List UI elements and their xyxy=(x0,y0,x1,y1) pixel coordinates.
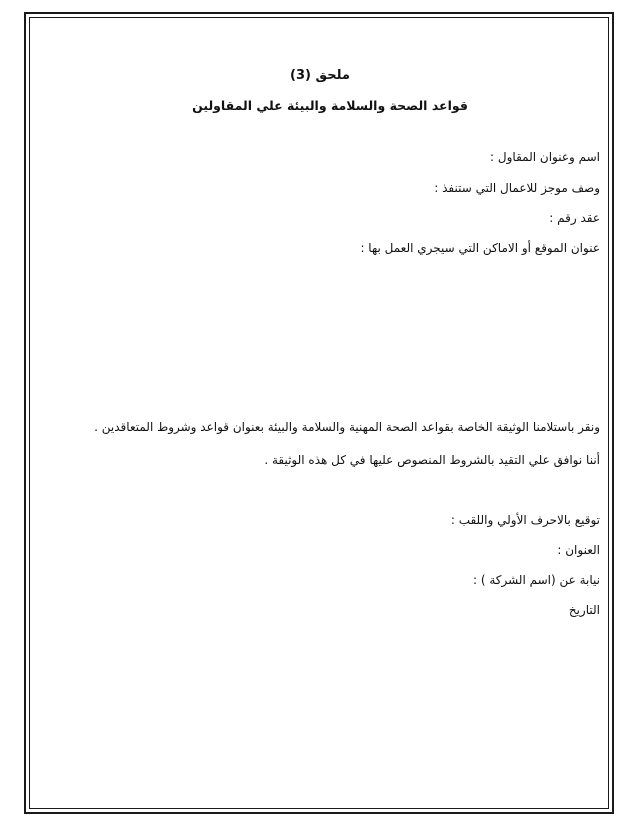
work-description-field: وصف موجز للاعمال التي ستنفذ : xyxy=(434,181,600,195)
date-field: التاريخ xyxy=(568,603,600,617)
site-address-field: عنوان الموقع أو الاماكن التي سيجري العمل بها : xyxy=(360,241,600,255)
document-page xyxy=(40,20,600,800)
contract-number-field: عقد رقم : xyxy=(549,211,600,225)
address-field: العنوان : xyxy=(557,543,600,557)
acknowledgement-statement: ونقر باستلامنا الوثيقة الخاصة بقواعد الصحة المهنية والسلامة والبيئة بعنوان قواعد وشروط المتعاقدين . xyxy=(94,420,600,434)
appendix-title: ملحق (3) xyxy=(290,68,350,83)
contractor-name-field: اسم وعنوان المقاول : xyxy=(490,150,600,164)
agreement-statement: أننا نوافق علي التقيد بالشروط المنصوص عليها في كل هذه الوثيقة . xyxy=(264,453,600,467)
signature-initials-field: توقيع بالاحرف الأولي واللقب : xyxy=(450,513,600,527)
on-behalf-of-field: نيابة عن (اسم الشركة ) : xyxy=(472,573,600,587)
document-subtitle: قواعد الصحة والسلامة والبيئة علي المقاولين xyxy=(192,98,468,113)
